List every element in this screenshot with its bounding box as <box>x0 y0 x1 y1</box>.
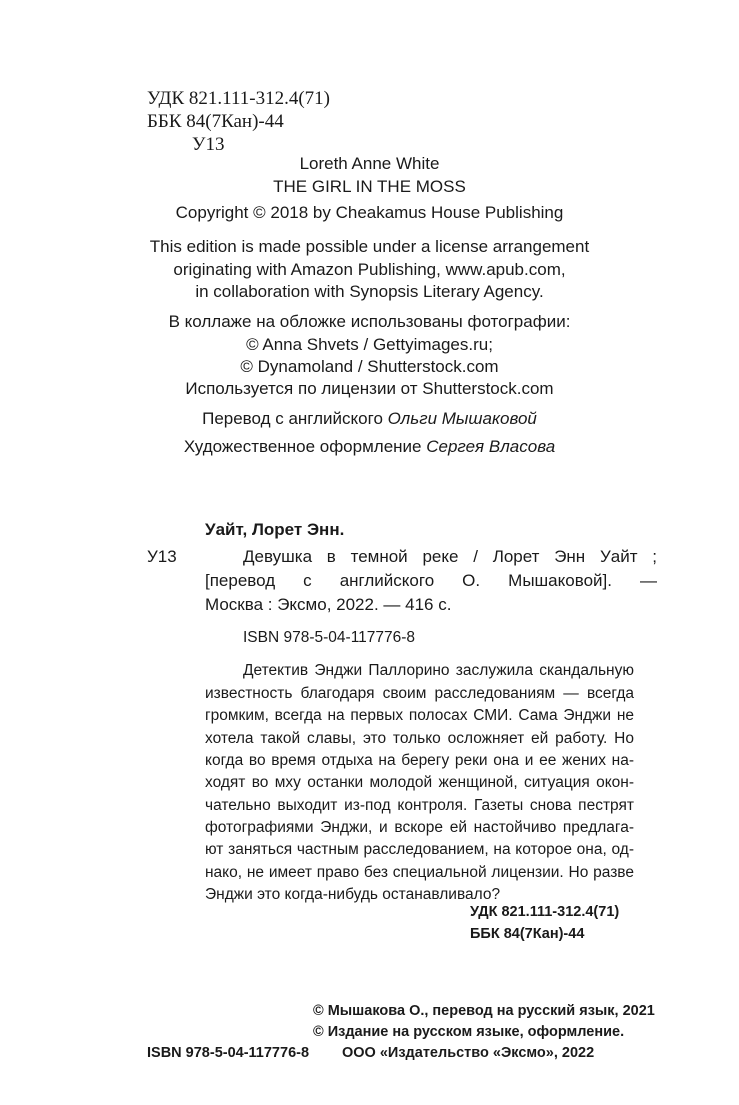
design-credit <box>0 436 739 458</box>
annotation-line: когда во время отдыха на берегу реки она и ее жених на- <box>205 752 634 769</box>
header-udk: УДК 821.111-312.4(71) <box>147 88 330 109</box>
photo-credit-line: © Anna Shvets / Gettyimages.ru; <box>246 335 493 354</box>
photo-credit-line: © Dynamoland / Shutterstock.com <box>240 357 499 376</box>
original-title: THE GIRL IN THE MOSS <box>273 177 466 196</box>
catalog-isbn: ISBN 978-5-04-117776-8 <box>243 629 416 646</box>
annotation-line: чательно выходит из-под контроля. Газеты снова пестрят <box>205 797 634 814</box>
license-line: originating with Amazon Publishing, www.apub.com, <box>173 260 566 279</box>
designer-name: Сергея Власова <box>426 437 556 456</box>
catalog-line: [перевод с английского О. Мышаковой]. — <box>205 571 657 590</box>
annotation-line: фотографиями Энджи, и вскоре ей настойчиво предлага- <box>205 819 634 836</box>
catalog-line: Девушка в темной реке / Лорет Энн Уайт ; <box>243 547 657 566</box>
footer-isbn: ISBN 978-5-04-117776-8 <box>147 1045 310 1061</box>
footer-copyright: © Издание на русском языке, оформление. <box>313 1024 625 1040</box>
annotation-line: ют заняться частным расследованием, на которое она, од- <box>205 841 634 858</box>
classification-bbk: ББК 84(7Кан)-44 <box>470 926 585 942</box>
annotation-line: нако, не имеет право без специальной лицензии. Но разве <box>205 864 634 881</box>
annotation-line: Энджи это когда-нибудь останавливало? <box>205 886 501 903</box>
catalog-code: У13 <box>147 547 177 566</box>
annotation-line: Детектив Энджи Паллорино заслужила скандальную <box>243 662 634 679</box>
header-bbk: ББК 84(7Кан)-44 <box>147 111 284 132</box>
design-prefix: Художественное оформление <box>183 437 427 456</box>
photo-credit-line: Используется по лицензии от Shutterstock.com <box>185 379 554 398</box>
translation-prefix: Перевод с английского <box>202 409 388 428</box>
original-author: Loreth Anne White <box>299 154 440 173</box>
footer-copyright: © Мышакова О., перевод на русский язык, 2021 <box>313 1003 655 1019</box>
license-line: This edition is made possible under a license arrangement <box>149 237 590 256</box>
annotation-line: громким, всегда на первых полосах СМИ. Сама Энджи не <box>205 707 634 724</box>
header-code: У13 <box>192 134 225 155</box>
translator-name: Ольги Мышаковой <box>387 409 537 428</box>
classification-udk: УДК 821.111-312.4(71) <box>470 904 620 920</box>
annotation-line: хотела такой славы, это только осложняет ей работу. Но <box>205 730 634 747</box>
catalog-author-heading: Уайт, Лорет Энн. <box>205 520 345 539</box>
footer-copyright: ООО «Издательство «Эксмо», 2022 <box>342 1045 595 1061</box>
translation-credit <box>0 408 739 430</box>
annotation-line: ходят во мху останки молодой женщиной, ситуация окон- <box>205 774 634 791</box>
photo-credit-line: В коллаже на обложке использованы фотографии: <box>168 312 571 331</box>
annotation-line: известность благодаря своим расследованиям — всегда <box>205 685 634 702</box>
catalog-line: Москва : Эксмо, 2022. — 416 с. <box>205 595 452 614</box>
original-copyright: Copyright © 2018 by Cheakamus House Publishing <box>175 203 564 222</box>
license-line: in collaboration with Synopsis Literary Agency. <box>195 282 544 301</box>
